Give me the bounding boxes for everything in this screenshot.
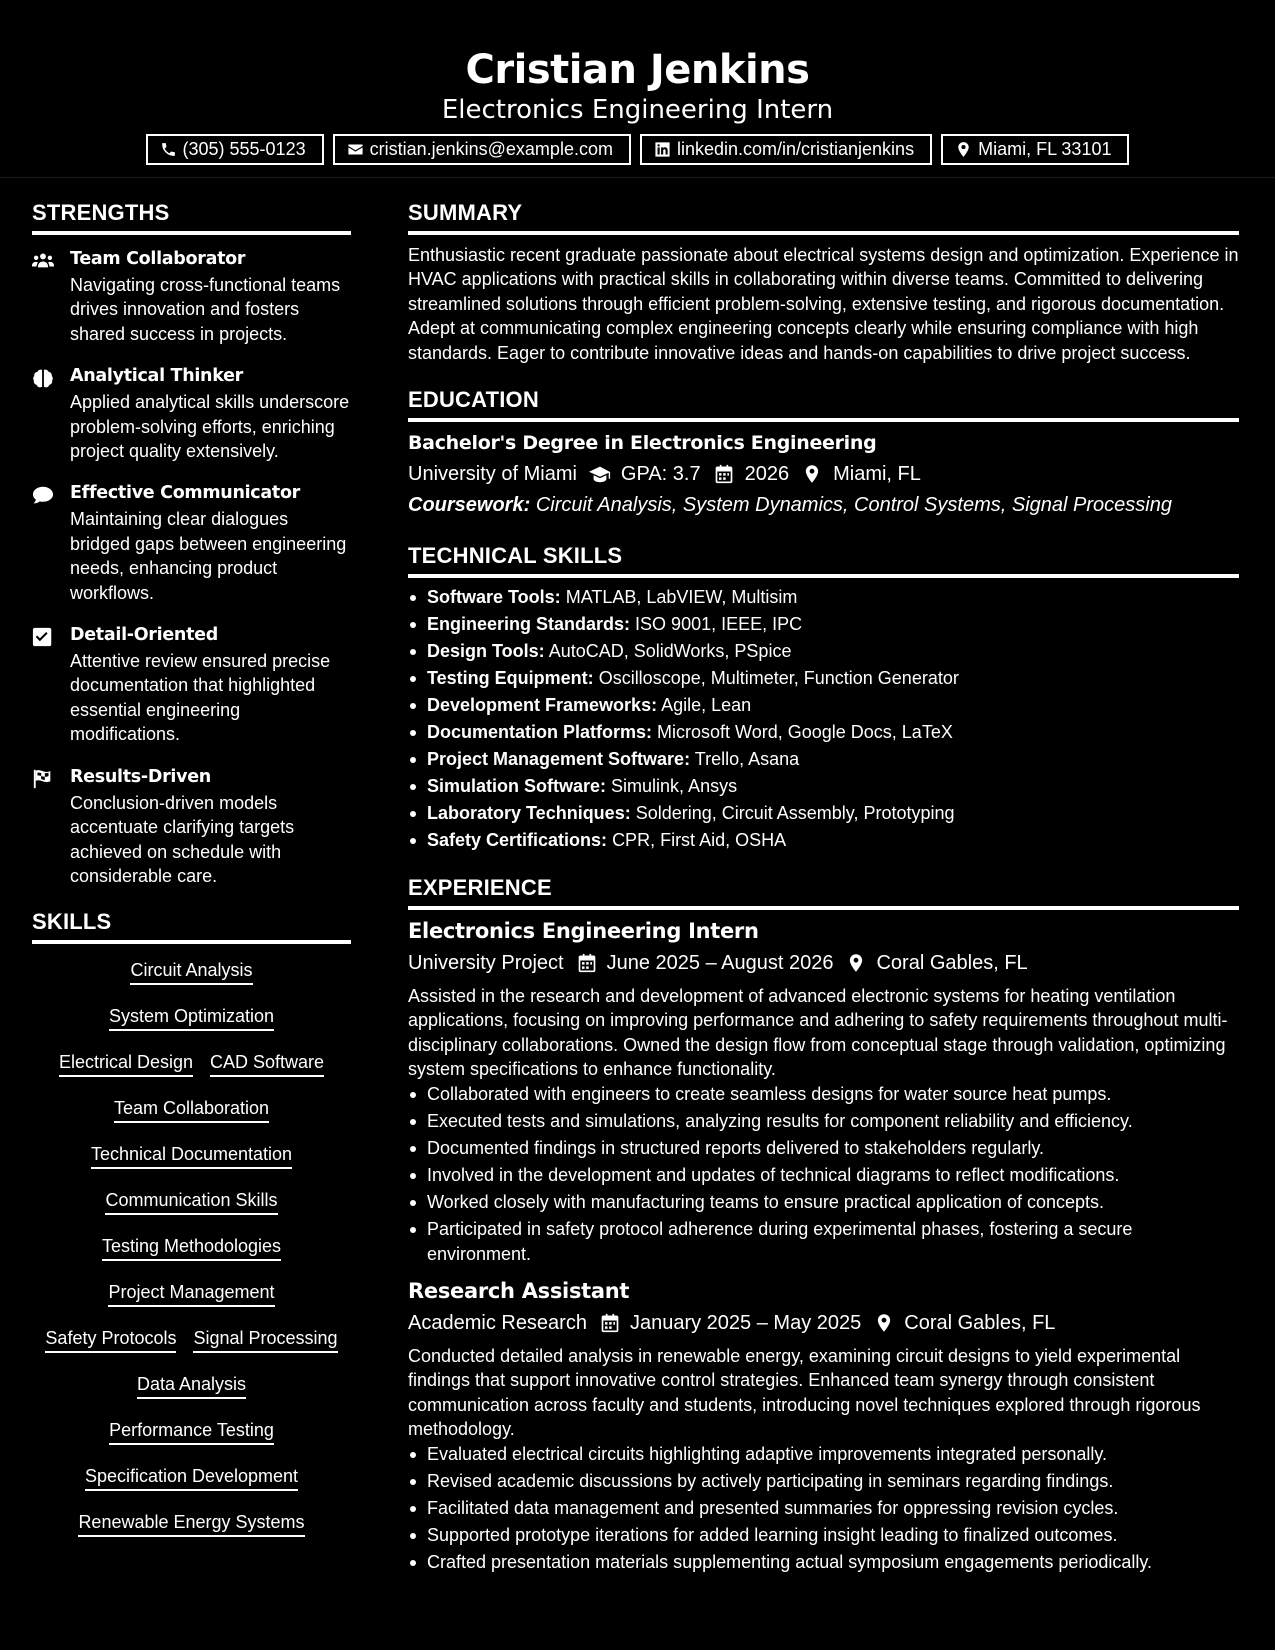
strength-title: Analytical Thinker bbox=[70, 366, 243, 387]
skill-tag: Performance Testing bbox=[109, 1418, 274, 1445]
right-column bbox=[408, 196, 1239, 1577]
strength-desc: Attentive review ensured precise documentation that highlighted essential engineering modifications. bbox=[70, 651, 331, 745]
list-item bbox=[408, 611, 1239, 638]
strength-item bbox=[32, 480, 351, 605]
gpa: GPA: 3.7 bbox=[620, 463, 701, 486]
list-item: Involved in the development and updates of technical diagrams to reflect modifications. bbox=[408, 1163, 1239, 1187]
phone-icon bbox=[160, 141, 177, 158]
experience-entry bbox=[408, 1276, 1239, 1574]
education-meta bbox=[408, 459, 1239, 489]
skill-tag: Data Analysis bbox=[137, 1372, 246, 1399]
list-item: Revised academic discussions by actively participating in seminars regarding findings. bbox=[408, 1469, 1239, 1493]
strength-item bbox=[32, 363, 351, 463]
strength-item bbox=[32, 622, 351, 747]
tech-skill-value: Microsoft Word, Google Docs, LaTeX bbox=[657, 722, 953, 743]
summary-text: Enthusiastic recent graduate passionate about electrical systems design and optimization. Experience in HVAC applications with practical skills in collaborating within diverse teams. Committed to delivering streamlined solutions through efficient problem-solving, extensive testing, and rigorous documentation. Adept at communicating complex engineering concepts clearly while ensuring compliance with high standards. Eager to contribute innovative ideas and hands-on capabilities to drive project success. bbox=[408, 245, 1239, 363]
skill-tag: Project Management bbox=[108, 1280, 274, 1307]
linkedin-text: linkedin.com/in/cristianjenkins bbox=[676, 139, 915, 159]
job-meta bbox=[408, 1308, 1239, 1338]
checkbox-icon bbox=[32, 627, 54, 647]
tech-skill-value: Simulink, Ansys bbox=[611, 776, 738, 797]
job-org: University Project bbox=[408, 952, 564, 975]
tech-skill-label: Laboratory Techniques: bbox=[427, 803, 631, 824]
job-description: Conducted detailed analysis in renewable energy, examining circuit designs to yield experimental findings that support innovative control strategies. Enhanced team synergy through consistent communication across faculty and students, introducing novel techniques explored through rigorous methodology. bbox=[408, 1345, 1201, 1440]
skill-tag: Safety Protocols bbox=[45, 1326, 176, 1353]
experience-heading: EXPERIENCE bbox=[408, 871, 1239, 910]
list-item: Collaborated with engineers to create seamless designs for water source heat pumps. bbox=[408, 1082, 1239, 1106]
speech-bubble-icon bbox=[32, 485, 54, 505]
strength-item bbox=[32, 764, 351, 889]
contact-bar bbox=[0, 134, 1275, 165]
list-item: Documented findings in structured reports delivered to stakeholders regularly. bbox=[408, 1136, 1239, 1160]
experience-entry bbox=[408, 916, 1239, 1266]
list-item bbox=[408, 665, 1239, 692]
tech-skill-label: Development Frameworks: bbox=[427, 695, 658, 716]
tech-skill-value: Trello, Asana bbox=[694, 749, 800, 770]
tech-skill-label: Simulation Software: bbox=[427, 776, 607, 797]
tech-skill-value: ISO 9001, IEEE, IPC bbox=[635, 614, 803, 635]
skill-tag: CAD Software bbox=[210, 1050, 324, 1077]
location-icon bbox=[874, 1313, 894, 1333]
tech-skill-value: Soldering, Circuit Assembly, Prototyping bbox=[635, 803, 955, 824]
contact-location[interactable] bbox=[941, 134, 1129, 165]
strength-desc: Applied analytical skills underscore problem-solving efforts, enriching project quality extensively. bbox=[70, 392, 350, 462]
coursework bbox=[408, 490, 1239, 520]
tech-skill-value: Oscilloscope, Multimeter, Function Generator bbox=[598, 668, 959, 689]
job-org: Academic Research bbox=[408, 1311, 587, 1334]
list-item bbox=[408, 692, 1239, 719]
job-location: Coral Gables, FL bbox=[904, 1311, 1056, 1334]
tech-skill-value: MATLAB, LabVIEW, Multisim bbox=[565, 587, 798, 608]
job-location: Coral Gables, FL bbox=[876, 952, 1028, 975]
strength-title: Team Collaborator bbox=[70, 249, 246, 269]
degree-title: Bachelor's Degree in Electronics Engineering bbox=[408, 432, 877, 455]
resume-header bbox=[0, 0, 1275, 178]
strength-desc: Navigating cross-functional teams drives innovation and fosters shared success in projects. bbox=[70, 275, 341, 344]
location-icon bbox=[955, 141, 972, 158]
technical-skills-heading: TECHNICAL SKILLS bbox=[408, 539, 1239, 578]
skill-tag: Team Collaboration bbox=[114, 1096, 269, 1123]
skill-tag: Communication Skills bbox=[105, 1188, 277, 1215]
left-column bbox=[32, 196, 351, 1537]
job-bullets bbox=[408, 1442, 1239, 1575]
job-meta bbox=[408, 948, 1239, 978]
graduation-year: 2026 bbox=[744, 463, 790, 486]
tech-skill-value: AutoCAD, SolidWorks, PSpice bbox=[548, 641, 792, 662]
users-icon bbox=[32, 251, 54, 271]
list-item: Worked closely with manufacturing teams to ensure practical application of concepts. bbox=[408, 1190, 1239, 1214]
job-title: Electronics Engineering Intern bbox=[408, 919, 759, 944]
list-item bbox=[408, 827, 1239, 854]
job-description: Assisted in the research and development of advanced electronic systems for heating ventilation applications, focusing on improving performance and adhering to safety requirements throughout multi-disciplinary collaborations. Owned the design flow from conceptual stage through validation, optimizing system specifications to enhance functionality. bbox=[408, 986, 1228, 1080]
strength-title: Results-Driven bbox=[70, 766, 211, 787]
strength-title: Detail-Oriented bbox=[70, 625, 218, 646]
email-text: cristian.jenkins@example.com bbox=[369, 139, 613, 159]
calendar-icon bbox=[577, 953, 597, 973]
location-text: Miami, FL 33101 bbox=[978, 139, 1112, 159]
school-name: University of Miami bbox=[408, 463, 577, 486]
strength-desc: Conclusion-driven models accentuate clarifying targets achieved on schedule with considerable care. bbox=[70, 792, 295, 886]
skill-tag: Specification Development bbox=[85, 1464, 298, 1491]
skill-tag: Signal Processing bbox=[193, 1326, 337, 1353]
technical-skills-list bbox=[408, 584, 1239, 854]
candidate-role: Electronics Engineering Intern bbox=[441, 95, 834, 125]
list-item bbox=[408, 584, 1239, 611]
tech-skill-label: Safety Certifications: bbox=[427, 830, 608, 851]
graduation-cap-icon bbox=[589, 464, 611, 484]
tech-skill-label: Engineering Standards: bbox=[427, 614, 631, 635]
checkered-flag-icon bbox=[32, 769, 54, 789]
list-item bbox=[408, 800, 1239, 827]
summary-heading: SUMMARY bbox=[408, 196, 1239, 235]
job-bullets bbox=[408, 1082, 1239, 1266]
strengths-list bbox=[32, 246, 351, 888]
skill-tag: Technical Documentation bbox=[91, 1142, 292, 1169]
tech-skill-label: Software Tools: bbox=[427, 587, 561, 608]
strength-desc: Maintaining clear dialogues bridged gaps between engineering needs, enhancing product workflows. bbox=[70, 509, 347, 603]
calendar-icon bbox=[600, 1313, 620, 1333]
candidate-name: Cristian Jenkins bbox=[465, 47, 810, 93]
list-item: Facilitated data management and presented summaries for oppressing revision cycles. bbox=[408, 1496, 1239, 1520]
phone-text: (305) 555-0123 bbox=[182, 139, 306, 159]
job-title: Research Assistant bbox=[408, 1278, 630, 1303]
skills-cloud bbox=[32, 958, 351, 1537]
tech-skill-label: Documentation Platforms: bbox=[427, 722, 653, 743]
list-item: Evaluated electrical circuits highlighting adaptive improvements integrated personally. bbox=[408, 1442, 1239, 1466]
strength-item bbox=[32, 246, 351, 346]
coursework-list: Circuit Analysis, System Dynamics, Control Systems, Signal Processing bbox=[535, 494, 1172, 517]
strength-title: Effective Communicator bbox=[70, 483, 301, 504]
location-icon bbox=[846, 953, 866, 973]
location-icon bbox=[801, 464, 823, 484]
linkedin-icon bbox=[654, 141, 671, 158]
skill-tag: Testing Methodologies bbox=[102, 1234, 281, 1261]
job-dates: January 2025 – May 2025 bbox=[629, 1311, 862, 1334]
job-dates: June 2025 – August 2026 bbox=[606, 952, 834, 975]
tech-skill-value: CPR, First Aid, OSHA bbox=[612, 830, 787, 851]
list-item: Supported prototype iterations for added learning insight leading to finalized outcomes. bbox=[408, 1523, 1239, 1547]
tech-skill-label: Project Management Software: bbox=[427, 749, 691, 770]
contact-phone[interactable] bbox=[146, 134, 324, 165]
tech-skill-label: Design Tools: bbox=[427, 641, 545, 662]
list-item bbox=[408, 773, 1239, 800]
list-item: Participated in safety protocol adherence during experimental phases, fostering a secure environment. bbox=[408, 1217, 1239, 1266]
coursework-label: Coursework: bbox=[408, 494, 531, 517]
skill-tag: System Optimization bbox=[109, 1004, 274, 1031]
contact-email[interactable] bbox=[333, 134, 631, 165]
strengths-heading: STRENGTHS bbox=[32, 196, 351, 235]
tech-skill-value: Agile, Lean bbox=[661, 695, 752, 716]
list-item bbox=[408, 638, 1239, 665]
contact-linkedin[interactable] bbox=[640, 134, 932, 165]
skill-tag: Circuit Analysis bbox=[130, 958, 252, 985]
list-item bbox=[408, 719, 1239, 746]
calendar-icon bbox=[713, 464, 735, 484]
education-heading: EDUCATION bbox=[408, 383, 1239, 422]
skills-heading: SKILLS bbox=[32, 905, 351, 944]
brain-icon bbox=[32, 368, 54, 388]
tech-skill-label: Testing Equipment: bbox=[427, 668, 594, 689]
email-icon bbox=[347, 141, 364, 158]
school-location: Miami, FL bbox=[833, 463, 921, 486]
list-item bbox=[408, 746, 1239, 773]
list-item: Crafted presentation materials supplementing actual symposium engagements periodically. bbox=[408, 1550, 1239, 1574]
list-item: Executed tests and simulations, analyzing results for component reliability and efficiency. bbox=[408, 1109, 1239, 1133]
skill-tag: Electrical Design bbox=[59, 1050, 193, 1077]
skill-tag: Renewable Energy Systems bbox=[78, 1510, 304, 1537]
